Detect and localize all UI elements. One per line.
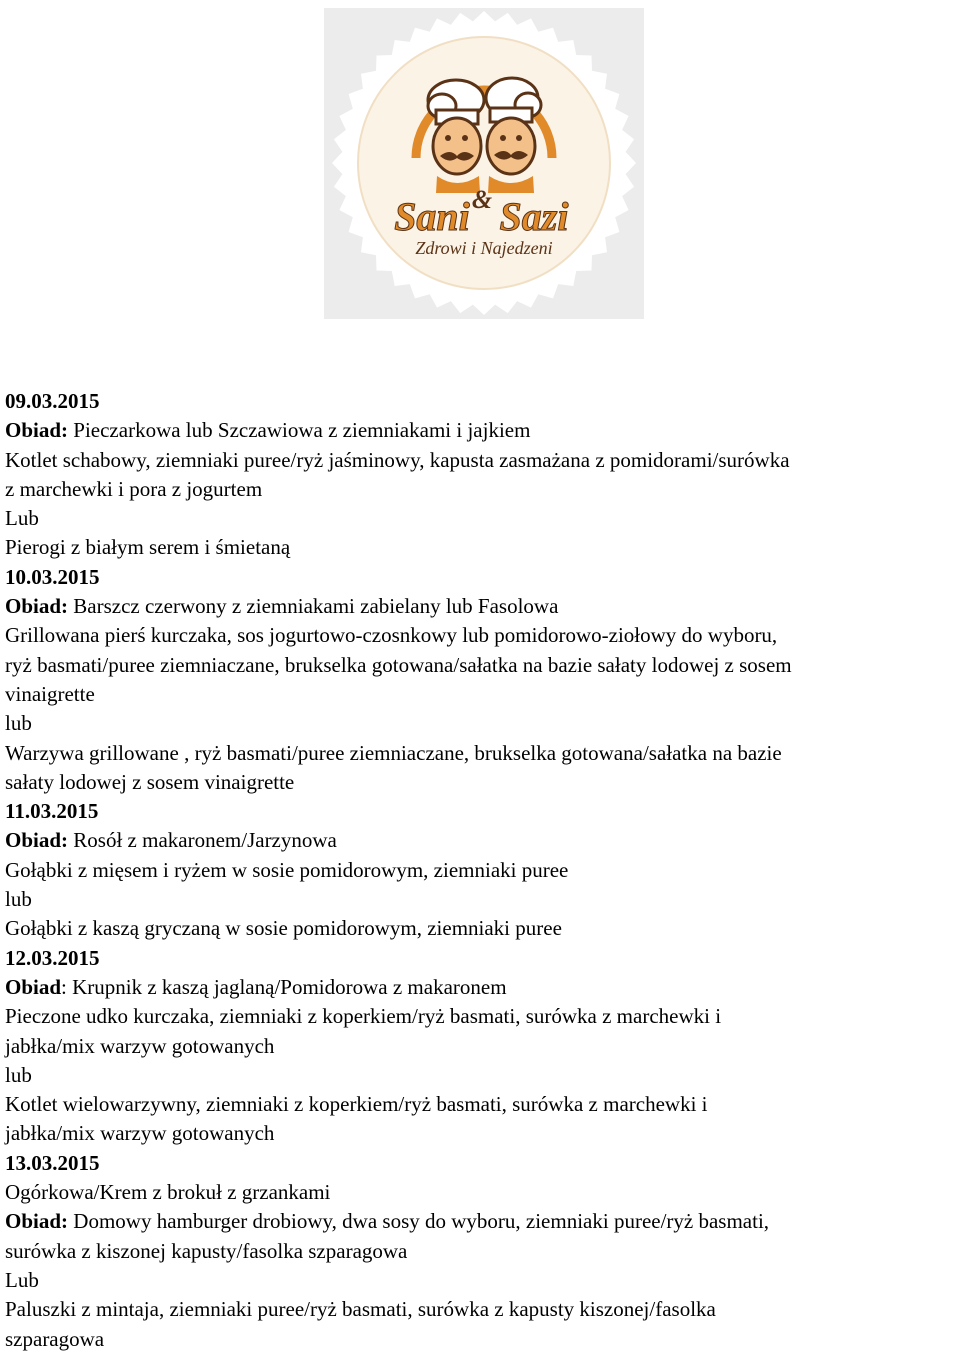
menu-soup: : Krupnik z kaszą jaglaną/Pomidorowa z makaronem [61, 974, 507, 999]
menu-or: lub [5, 887, 32, 912]
obiad-label: Obiad: [5, 1209, 69, 1234]
obiad-label: Obiad [5, 974, 62, 999]
menu-main-option: Grillowana pierś kurczaka, sos jogurtowo-czosnkowy lub pomidorowo-ziołowy do wyboru, [5, 623, 778, 648]
menu-soup-line [5, 973, 955, 1002]
menu-soup: Pieczarkowa lub Szczawiowa z ziemniakami i jajkiem [68, 418, 531, 443]
menu-main-option: Kotlet schabowy, ziemniaki puree/ryż jaśminowy, kapusta zasmażana z pomidorami/surówka [5, 447, 790, 472]
menu-date: 12.03.2015 [5, 945, 100, 970]
menu-main-line [5, 1207, 955, 1236]
menu-main-option: z marchewki i pora z jogurtem [5, 476, 263, 501]
brand-left: Sani [394, 194, 470, 239]
menu-or: Lub [5, 506, 39, 531]
weekly-menu [5, 387, 955, 1354]
menu-soup: Ogórkowa/Krem z brokuł z grzankami [5, 1180, 331, 1205]
brand-ampersand: & [471, 185, 493, 214]
menu-soup-line [5, 826, 955, 855]
menu-date: 11.03.2015 [5, 799, 99, 824]
menu-main-option: Warzywa grillowane , ryż basmati/puree ziemniaczane, brukselka gotowana/sałatka na bazie [5, 740, 782, 765]
menu-or: lub [5, 711, 32, 736]
obiad-label: Obiad: [5, 418, 69, 443]
menu-main-option: Gołąbki z kaszą gryczaną w sosie pomidorowym, ziemniaki puree [5, 916, 562, 941]
menu-main-option: sałaty lodowej z sosem vinaigrette [5, 769, 295, 794]
menu-date: 10.03.2015 [5, 564, 100, 589]
menu-main-option: jabłka/mix warzyw gotowanych [5, 1121, 275, 1146]
menu-main-option: szparagowa [5, 1326, 105, 1351]
menu-soup: Barszcz czerwony z ziemniakami zabielany lub Fasolowa [68, 594, 559, 619]
menu-soup: Rosół z makaronem/Jarzynowa [68, 828, 337, 853]
menu-main-option: Paluszki z mintaja, ziemniaki puree/ryż basmati, surówka z kapusty kiszonej/fasolka [5, 1297, 716, 1322]
menu-main-option: jabłka/mix warzyw gotowanych [5, 1033, 275, 1058]
menu-soup-line [5, 592, 955, 621]
menu-main-option: Domowy hamburger drobiowy, dwa sosy do wyboru, ziemniaki puree/ryż basmati, [68, 1209, 770, 1234]
menu-main-option: vinaigrette [5, 681, 95, 706]
brand-tagline: Zdrowi i Najedzeni [415, 238, 553, 258]
menu-main-option: ryż basmati/puree ziemniaczane, brukselka gotowana/sałatka na bazie sałaty lodowej z sosem [5, 652, 792, 677]
menu-date: 13.03.2015 [5, 1150, 100, 1175]
menu-soup-line [5, 416, 955, 445]
obiad-label: Obiad: [5, 828, 69, 853]
obiad-label: Obiad: [5, 594, 69, 619]
menu-date: 09.03.2015 [5, 389, 100, 413]
menu-main-option: Kotlet wielowarzywny, ziemniaki z koperkiem/ryż basmati, surówka z marchewki i [5, 1092, 708, 1117]
menu-main-option: Pierogi z białym serem i śmietaną [5, 535, 291, 560]
menu-main-option: Gołąbki z mięsem i ryżem w sosie pomidorowym, ziemniaki puree [5, 857, 569, 882]
menu-main-option: surówka z kiszonej kapusty/fasolka szparagowa [5, 1238, 408, 1263]
brand-right: Sazi [499, 194, 569, 239]
restaurant-logo [324, 8, 644, 319]
menu-or: lub [5, 1062, 32, 1087]
menu-main-option: Pieczone udko kurczaka, ziemniaki z koperkiem/ryż basmati, surówka z marchewki i [5, 1004, 722, 1029]
logo-graphic [324, 8, 644, 319]
menu-or: Lub [5, 1267, 39, 1292]
